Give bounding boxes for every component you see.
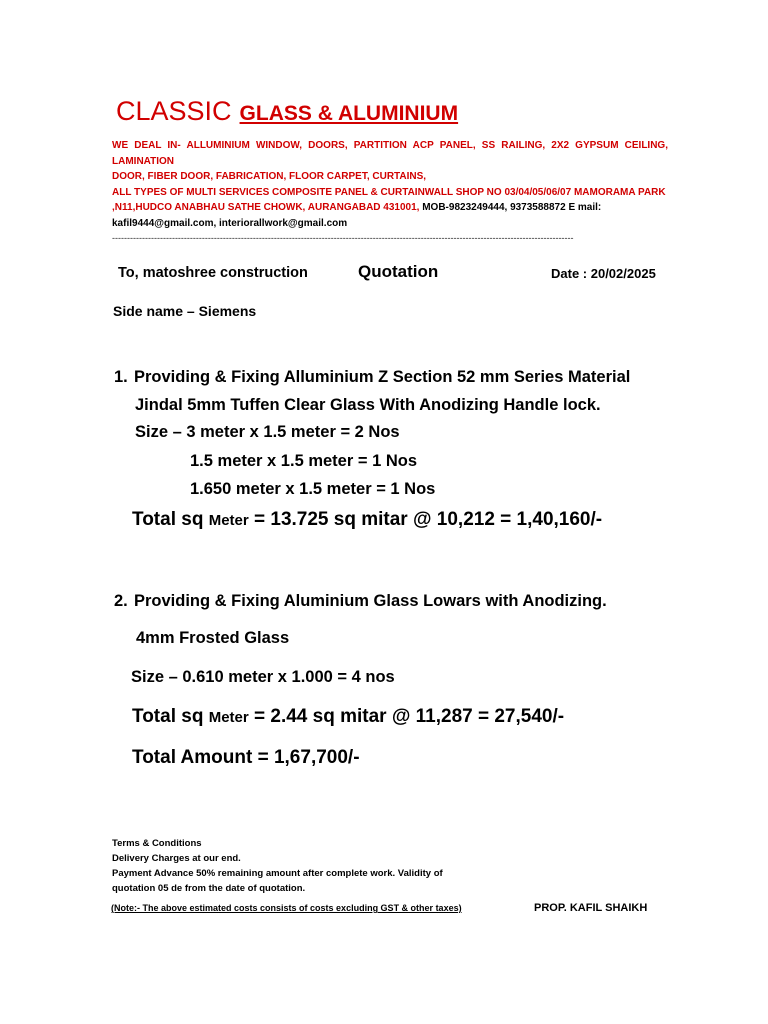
quotation-date: Date : 20/02/2025: [551, 266, 656, 281]
tax-note: (Note:- The above estimated costs consists of costs excluding GST & other taxes): [111, 903, 462, 913]
item-2-desc-2: 4mm Frosted Glass: [136, 629, 290, 647]
item-1-number: 1.: [114, 368, 128, 386]
deal-line-2: DOOR, FIBER DOOR, FABRICATION, FLOOR CARPET, CURTAINS,: [112, 171, 427, 182]
proprietor-signature: PROP. KAFIL SHAIKH: [534, 902, 648, 914]
item-2-total-unit: Meter: [208, 709, 249, 726]
item-2-total-value: = 2.44 sq mitar @ 11,287 = 27,540/-: [248, 706, 565, 727]
brand-classic: CLASSIC: [116, 96, 232, 126]
terms-title: Terms & Conditions: [112, 838, 202, 849]
item-2-size-1: Size – 0.610 meter x 1.000 = 4 nos: [131, 668, 395, 686]
deal-address: ,N11,HUDCO ANABHAU SATHE CHOWK, AURANGABAD 431001,: [112, 202, 420, 213]
business-description: [112, 138, 668, 231]
recipient: To, matoshree construction: [118, 265, 308, 281]
brand-glass-aluminium: GLASS & ALUMINIUM: [239, 102, 459, 125]
deal-line-1: WE DEAL IN- ALLUMINIUM WINDOW, DOORS, PARTITION ACP PANEL, SS RAILING, 2X2 GYPSUM CEILING, LAMINATION: [112, 140, 668, 167]
item-2-number: 2.: [114, 592, 128, 610]
deal-contact: MOB-9823249444, 9373588872 E mail:: [419, 202, 602, 213]
deal-emails: kafil9444@gmail.com, interiorallwork@gmail.com: [112, 217, 348, 229]
terms-and-conditions: [112, 836, 443, 896]
dashed-divider: ----------------------------------------------------------------------------------------------------------------------------------------------------------: [112, 233, 574, 243]
company-brand: [116, 96, 458, 127]
grand-total: Total Amount = 1,67,700/-: [132, 747, 360, 768]
item-1-size-1: Size – 3 meter x 1.5 meter = 2 Nos: [135, 423, 400, 441]
item-1-size-3: 1.650 meter x 1.5 meter = 1 Nos: [190, 480, 436, 498]
item-1-total-value: = 13.725 sq mitar @ 10,212 = 1,40,160/-: [248, 509, 603, 530]
item-1-total-unit: Meter: [208, 512, 249, 529]
document-title: Quotation: [358, 262, 439, 281]
item-2-total-label: Total sq: [132, 706, 209, 727]
item-1-line-1: [114, 368, 630, 387]
terms-line-2: Payment Advance 50% remaining amount after complete work. Validity of: [112, 868, 443, 879]
item-1-size-2: 1.5 meter x 1.5 meter = 1 Nos: [190, 452, 418, 470]
deal-line-3: ALL TYPES OF MULTI SERVICES COMPOSITE PANEL & CURTAINWALL SHOP NO 03/04/05/06/07 MAMORAMA PARK: [112, 186, 666, 198]
item-1-desc-2: Jindal 5mm Tuffen Clear Glass With Anodizing Handle lock.: [135, 396, 601, 414]
terms-line-1: Delivery Charges at our end.: [112, 853, 241, 864]
item-1-total: [132, 509, 602, 531]
deal-line-4: [112, 200, 668, 216]
item-2-desc-1: Providing & Fixing Aluminium Glass Lowars with Anodizing.: [134, 592, 607, 610]
terms-line-3: quotation 05 de from the date of quotation.: [112, 883, 306, 894]
item-2-line-1: [114, 592, 607, 611]
item-1-desc-1: Providing & Fixing Alluminium Z Section 52 mm Series Material: [134, 368, 631, 386]
item-2-total: [132, 706, 564, 728]
site-name: Side name – Siemens: [113, 303, 257, 319]
item-1-total-label: Total sq: [132, 509, 209, 530]
